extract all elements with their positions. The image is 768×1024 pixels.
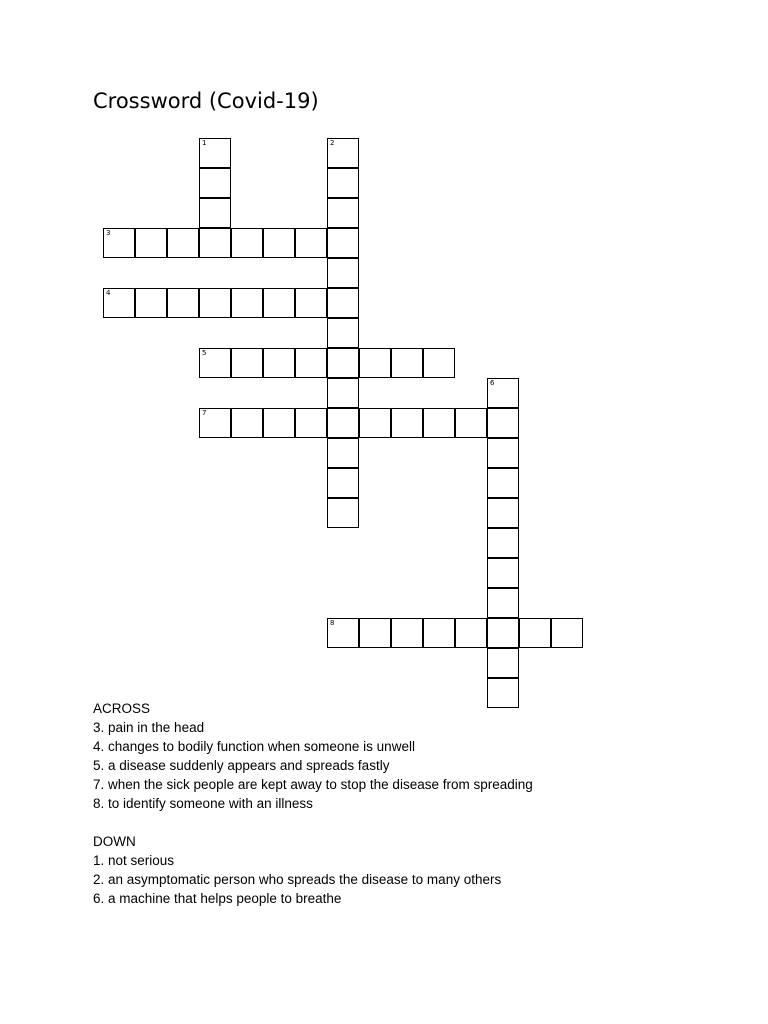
across-clue: 3. pain in the head <box>93 720 205 735</box>
crossword-cell[interactable] <box>327 258 359 288</box>
crossword-cell[interactable] <box>391 408 423 438</box>
crossword-cell[interactable] <box>359 408 391 438</box>
crossword-cell[interactable] <box>455 408 487 438</box>
across-clue: 4. changes to bodily function when someone is unwell <box>93 739 415 754</box>
crossword-cell[interactable] <box>199 228 231 258</box>
crossword-cell[interactable] <box>231 348 263 378</box>
clue-number: 5 <box>202 349 207 357</box>
across-clues <box>93 699 533 813</box>
crossword-cell[interactable] <box>327 198 359 228</box>
crossword-cell[interactable] <box>327 348 359 378</box>
crossword-cell[interactable] <box>391 348 423 378</box>
crossword-cell[interactable] <box>263 408 295 438</box>
crossword-cell[interactable] <box>135 288 167 318</box>
crossword-cell[interactable] <box>327 288 359 318</box>
crossword-cell[interactable] <box>199 138 231 168</box>
crossword-cell[interactable] <box>231 288 263 318</box>
crossword-cell[interactable] <box>199 198 231 228</box>
clue-number: 4 <box>106 289 111 297</box>
crossword-cell[interactable] <box>519 618 551 648</box>
crossword-cell[interactable] <box>199 408 231 438</box>
crossword-cell[interactable] <box>487 438 519 468</box>
clue-number: 6 <box>490 379 495 387</box>
crossword-cell[interactable] <box>487 588 519 618</box>
page-title: Crossword (Covid-19) <box>93 89 319 113</box>
crossword-cell[interactable] <box>487 408 519 438</box>
crossword-cell[interactable] <box>327 168 359 198</box>
clue-number: 8 <box>330 619 335 627</box>
across-clue: 5. a disease suddenly appears and spreads fastly <box>93 758 390 773</box>
crossword-cell[interactable] <box>327 228 359 258</box>
crossword-cell[interactable] <box>487 498 519 528</box>
crossword-cell[interactable] <box>295 408 327 438</box>
clue-number: 2 <box>330 139 335 147</box>
clue-number: 1 <box>202 139 207 147</box>
crossword-cell[interactable] <box>327 618 359 648</box>
crossword-cell[interactable] <box>423 618 455 648</box>
crossword-cell[interactable] <box>231 408 263 438</box>
crossword-cell[interactable] <box>327 318 359 348</box>
crossword-cell[interactable] <box>487 528 519 558</box>
crossword-cell[interactable] <box>295 228 327 258</box>
down-clues <box>93 832 501 908</box>
crossword-cell[interactable] <box>295 288 327 318</box>
crossword-cell[interactable] <box>487 558 519 588</box>
crossword-cell[interactable] <box>551 618 583 648</box>
crossword-cell[interactable] <box>327 438 359 468</box>
crossword-cell[interactable] <box>487 618 519 648</box>
clue-number: 7 <box>202 409 207 417</box>
crossword-cell[interactable] <box>327 138 359 168</box>
across-clue: 8. to identify someone with an illness <box>93 796 313 811</box>
crossword-cell[interactable] <box>327 408 359 438</box>
crossword-cell[interactable] <box>391 618 423 648</box>
crossword-cell[interactable] <box>487 648 519 678</box>
crossword-cell[interactable] <box>359 348 391 378</box>
across-clue: 7. when the sick people are kept away to stop the disease from spreading <box>93 777 533 792</box>
crossword-cell[interactable] <box>103 288 135 318</box>
down-clue: 1. not serious <box>93 853 175 868</box>
crossword-cell[interactable] <box>295 348 327 378</box>
crossword-cell[interactable] <box>423 408 455 438</box>
crossword-cell[interactable] <box>327 498 359 528</box>
crossword-cell[interactable] <box>359 618 391 648</box>
crossword-cell[interactable] <box>263 348 295 378</box>
down-clue: 6. a machine that helps people to breathe <box>93 891 342 906</box>
clue-number: 3 <box>106 229 111 237</box>
down-clue: 2. an asymptomatic person who spreads the disease to many others <box>93 872 502 887</box>
crossword-cell[interactable] <box>199 288 231 318</box>
crossword-cell[interactable] <box>103 228 135 258</box>
crossword-cell[interactable] <box>327 468 359 498</box>
crossword-cell[interactable] <box>231 228 263 258</box>
crossword-cell[interactable] <box>263 228 295 258</box>
crossword-cell[interactable] <box>455 618 487 648</box>
crossword-cell[interactable] <box>423 348 455 378</box>
down-heading: DOWN <box>93 834 136 849</box>
crossword-cell[interactable] <box>199 168 231 198</box>
crossword-cell[interactable] <box>167 228 199 258</box>
across-heading: ACROSS <box>93 701 151 716</box>
crossword-cell[interactable] <box>327 378 359 408</box>
crossword-cell[interactable] <box>135 228 167 258</box>
crossword-cell[interactable] <box>263 288 295 318</box>
crossword-cell[interactable] <box>199 348 231 378</box>
crossword-cell[interactable] <box>487 378 519 408</box>
crossword-cell[interactable] <box>487 468 519 498</box>
crossword-cell[interactable] <box>167 288 199 318</box>
